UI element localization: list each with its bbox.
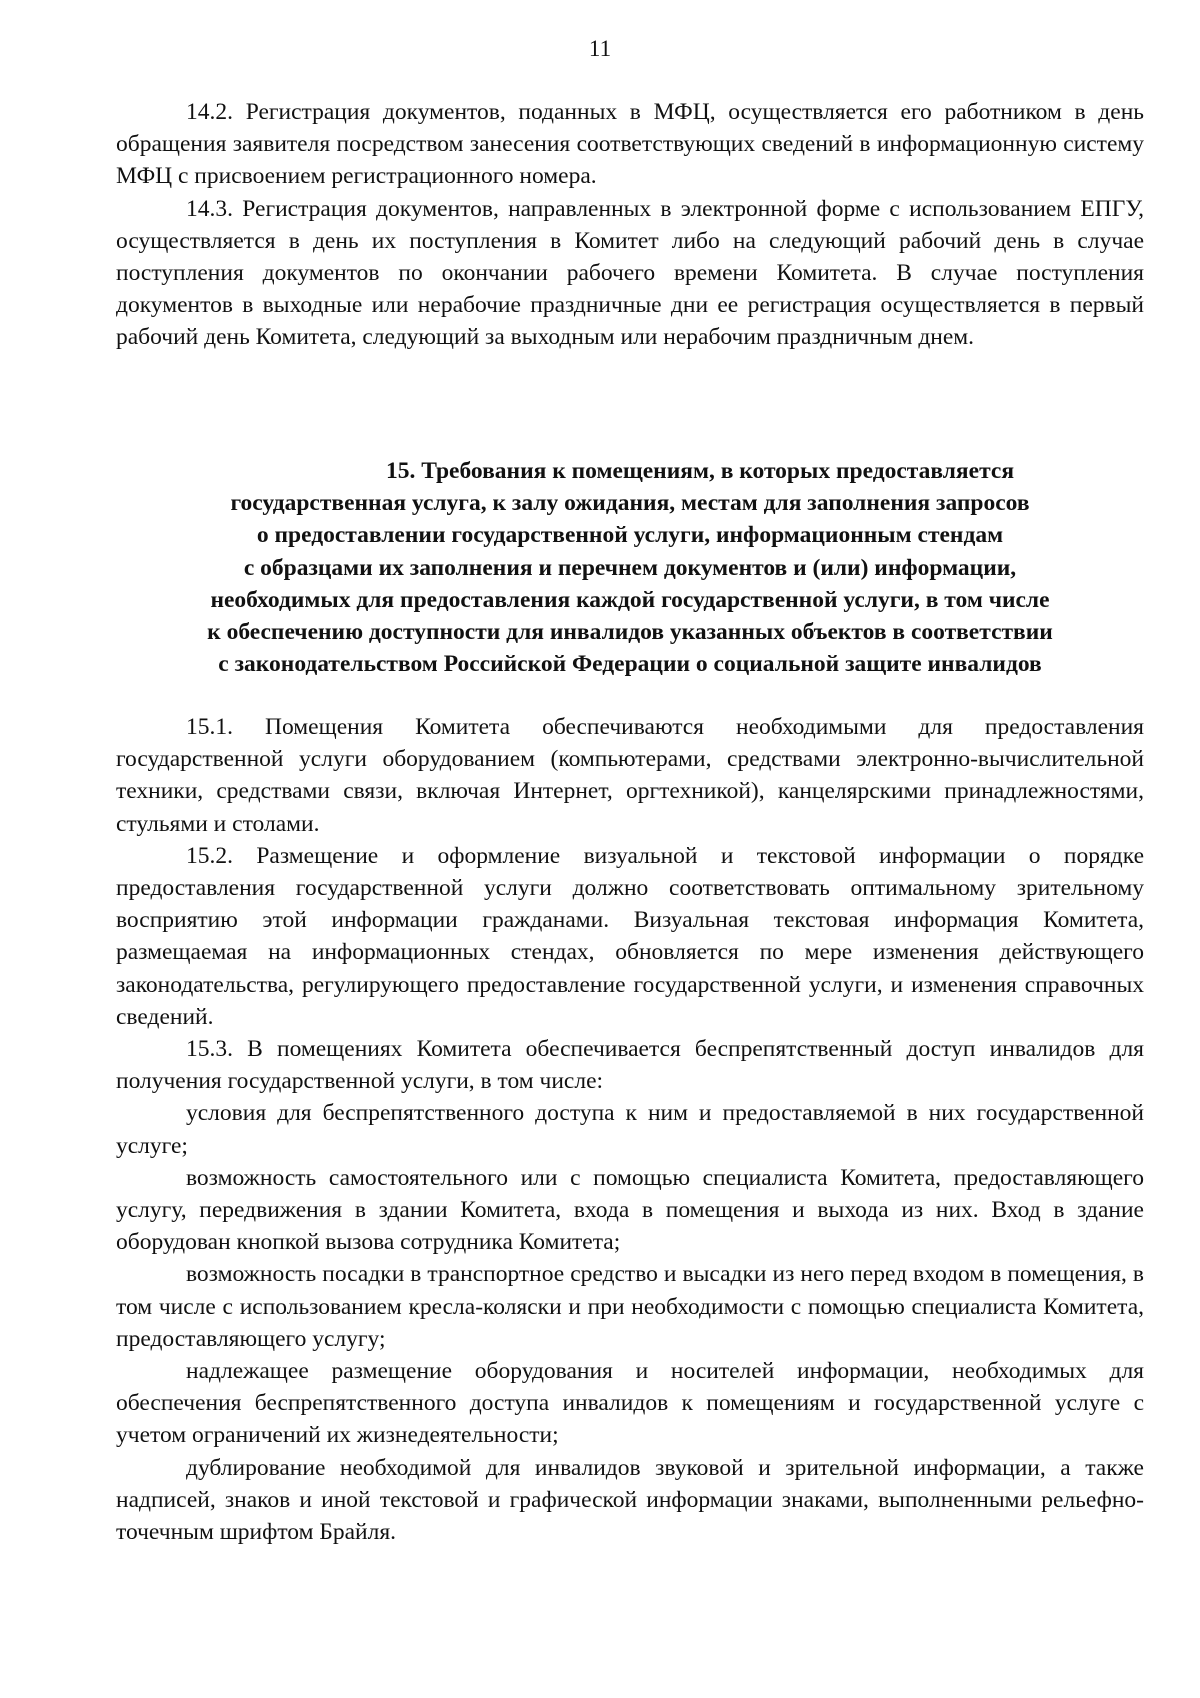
heading-line: к обеспечению доступности для инвалидов указанных объектов в соответствии <box>207 619 1053 646</box>
heading-line: необходимых для предоставления каждой государственной услуги, в том числе <box>210 586 1050 613</box>
heading-line: 15. Требования к помещениям, в которых предоставляется <box>385 458 1015 484</box>
list-item-access-conditions: условия для беспрепятственного доступа к ним и предоставляемой в них государственной услуге; <box>116 1100 1144 1159</box>
section-15-heading <box>110 455 1150 680</box>
heading-line: с образцами их заполнения и перечнем документов и (или) информации, <box>243 554 1017 581</box>
paragraphs-14 <box>116 96 1144 354</box>
heading-line: с законодательством Российской Федерации о социальной защите инвалидов <box>218 651 1042 678</box>
list-item-transport: возможность посадки в транспортное средство и высадки из него перед входом в помещения, в том числе с использованием кресла-коляски и при необходимости с помощью специалиста Комитета, предоставляющего услугу; <box>116 1261 1144 1352</box>
list-item-movement: возможность самостоятельного или с помощью специалиста Комитета, предоставляющего услугу, передвижения в здании Комитета, входа в помещения и выхода из них. Вход в здание оборудован кнопкой вызова сотрудника Комитета; <box>116 1164 1144 1256</box>
heading-line: о предоставлении государственной услуги, информационным стендам <box>256 522 1004 549</box>
paragraph-15-3: 15.3. В помещениях Комитета обеспечивается беспрепятственный доступ инвалидов для получения государственной услуги, в том числе: <box>116 1036 1144 1095</box>
list-item-equipment-placement: надлежащее размещение оборудования и носителей информации, необходимых для обеспечения беспрепятственного доступа инвалидов к помещениям и государственной услуге с учетом ограничений их жизнедеятельности; <box>116 1358 1144 1449</box>
paragraph-14-3: 14.3. Регистрация документов, направленных в электронной форме с использованием ЕПГУ, осуществляется в день их поступления в Комитет либо на следующий рабочий день в случае поступления документов по окончании рабочего времени Комитета. В случае поступления документов в выходные или нерабочие праздничные дни ее регистрация осуществляется в первый рабочий день Комитета, следующий за выходным или нерабочим праздничным днем. <box>116 195 1144 351</box>
page-number: 11 <box>588 36 612 61</box>
paragraph-15-1: 15.1. Помещения Комитета обеспечиваются необходимыми для предоставления государственной услуги оборудованием (компьютерами, средствами электронно-вычислительной техники, средствами связи, включая Интернет, оргтехникой), канцелярскими принадлежностями, стульями и столами. <box>116 714 1144 837</box>
list-item-braille-duplication: дублирование необходимой для инвалидов звуковой и зрительной информации, а также надписей, знаков и иной текстовой и графической информации знаками, выполненными рельефно-точечным шрифтом Брайля. <box>116 1454 1144 1546</box>
paragraph-15-2: 15.2. Размещение и оформление визуальной и текстовой информации о порядке предоставления государственной услуги должно соответствовать оптимальному зрительному восприятию этой информации гражданами. Визуальная текстовая информация Комитета, размещаемая на информационных стендах, обновляется по мере изменения действующего законодательства, регулирующего предоставление государственной услуги, и изменения справочных сведений. <box>116 842 1144 1030</box>
paragraph-14-2: 14.2. Регистрация документов, поданных в МФЦ, осуществляется его работником в день обращения заявителя посредством занесения соответствующих сведений в информационную систему МФЦ с присвоением регистрационного номера. <box>116 99 1144 190</box>
heading-line: государственная услуга, к залу ожидания, местам для заполнения запросов <box>230 490 1030 517</box>
paragraphs-15 <box>116 711 1144 1548</box>
